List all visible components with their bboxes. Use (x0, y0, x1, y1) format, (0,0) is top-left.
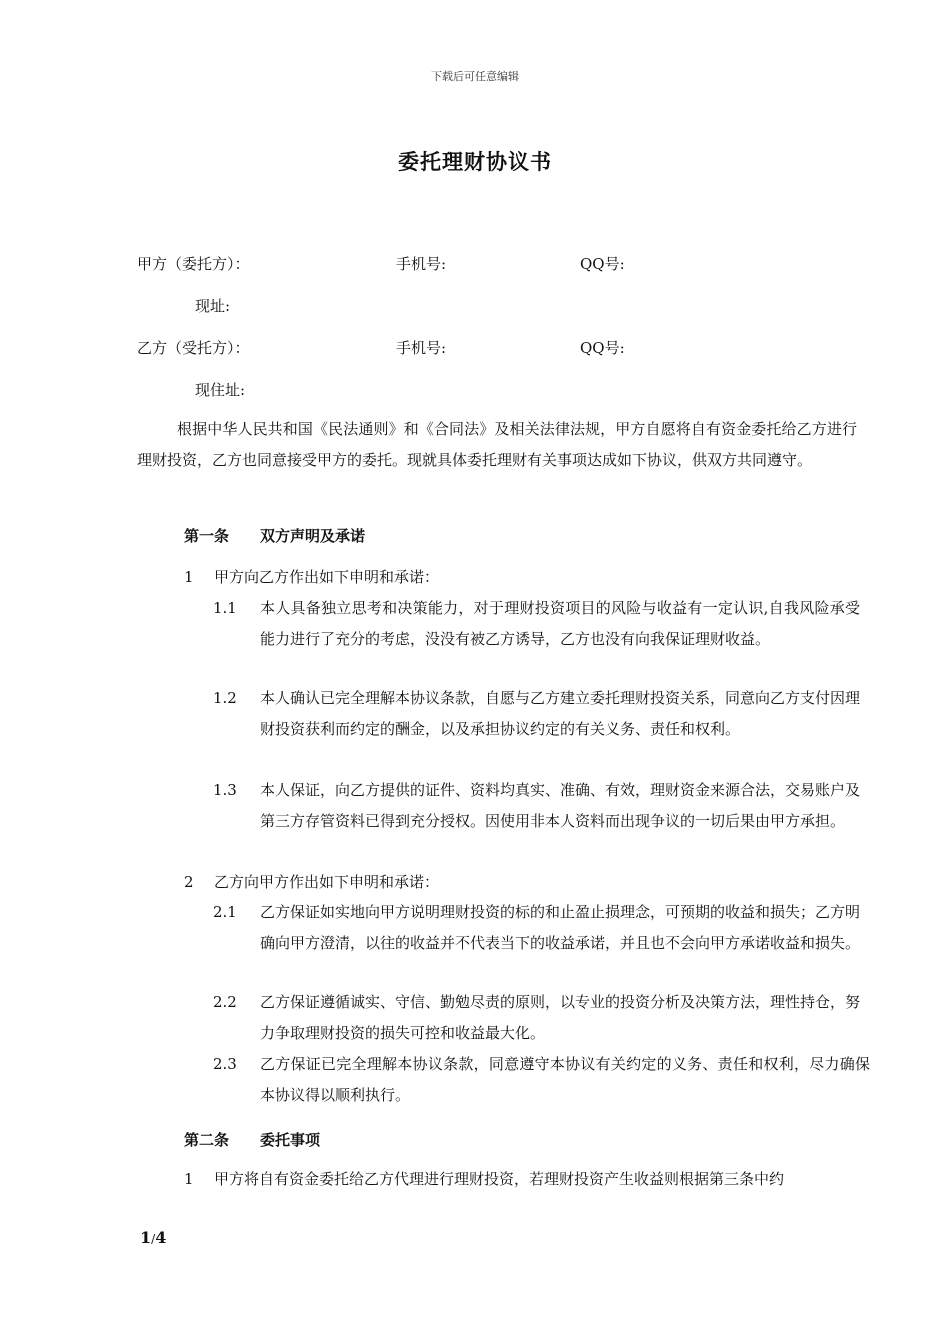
item-text: 本人确认已完全理解本协议条款，自愿与乙方建立委托理财投资关系，同意向乙方支付因理财投资获利而约定的酬金，以及承担协议约定的有关义务、责任和权利。 (260, 689, 861, 738)
party-b-address-label: 现住址: (195, 381, 246, 399)
list-item (213, 593, 863, 686)
item-text: 乙方保证已完全理解本协议条款，同意遵守本协议有关约定的义务、责任和权利，尽力确保本协议得以顺利执行。 (260, 1055, 870, 1104)
item-text: 本人具备独立思考和决策能力，对于理财投资项目的风险与收益有一定认识,自我风险承受能力进行了充分的考虑，没没有被乙方诱导，乙方也没有向我保证理财收益。 (260, 599, 860, 648)
item-number: 2.3 (213, 1055, 237, 1073)
list-item (213, 683, 863, 776)
item-text: 甲方向乙方作出如下申明和承诺： (214, 568, 440, 586)
page-separator: / (151, 1232, 156, 1246)
list-item (213, 987, 863, 1049)
party-b-phone-label: 手机号: (396, 339, 447, 357)
article-2-number: 第二条 (184, 1131, 230, 1149)
item-number: 2.1 (213, 903, 237, 921)
list-item (184, 1164, 864, 1195)
party-a-address-label: 现址: (195, 297, 231, 315)
article-1-number: 第一条 (184, 527, 230, 545)
item-number: 1 (184, 568, 194, 586)
party-b-qq-label: QQ号: (580, 339, 625, 357)
article-2-heading (184, 1129, 320, 1150)
article-1-heading (184, 525, 365, 546)
party-a-label: 甲方（委托方）： (137, 255, 250, 273)
intro-paragraph: 根据中华人民共和国《民法通则》和《合同法》及相关法律法规，甲方自愿将自有资金委托给乙方进行理财投资，乙方也同意接受甲方的委托。现就具体委托理财有关事项达成如下协议，供双方共同遵守。 (137, 420, 857, 469)
list-item (213, 775, 863, 868)
item-number: 1.3 (213, 781, 237, 799)
item-text: 乙方向甲方作出如下申明和承诺： (214, 873, 440, 891)
page-number (140, 1228, 166, 1247)
item-number: 2.2 (213, 993, 237, 1011)
item-number: 1 (184, 1170, 194, 1188)
total-pages: 4 (155, 1228, 167, 1247)
item-text: 乙方保证如实地向甲方说明理财投资的标的和止盈止损理念，可预期的收益和损失；乙方明确向甲方澄清，以往的收益并不代表当下的收益承诺，并且也不会向甲方承诺收益和损失。 (260, 903, 861, 952)
item-number: 1.2 (213, 689, 237, 707)
list-item (184, 562, 864, 593)
item-text: 乙方保证遵循诚实、守信、勤勉尽责的原则，以专业的投资分析及决策方法，理性持仓，努力争取理财投资的损失可控和收益最大化。 (260, 993, 861, 1042)
list-item (213, 897, 863, 990)
article-2-title: 委托事项 (260, 1131, 321, 1149)
item-text: 本人保证，向乙方提供的证件、资料均真实、准确、有效，理财资金来源合法，交易账户及第三方存管资料已得到充分授权。因使用非本人资料而出现争议的一切后果由甲方承担。 (260, 781, 861, 830)
document-title: 委托理财协议书 (398, 150, 552, 174)
item-number: 1.1 (213, 599, 237, 617)
current-page: 1 (140, 1228, 152, 1247)
item-number: 2 (184, 873, 194, 891)
party-a-phone-label: 手机号: (396, 255, 447, 273)
header-note: 下载后可任意编辑 (431, 70, 519, 83)
list-item (213, 1049, 873, 1111)
item-text: 甲方将自有资金委托给乙方代理进行理财投资，若理财投资产生收益则根据第三条中约 (214, 1170, 785, 1188)
article-1-title: 双方声明及承诺 (260, 527, 366, 545)
party-a-qq-label: QQ号: (580, 255, 625, 273)
list-item (184, 867, 864, 898)
party-b-label: 乙方（受托方）： (137, 339, 250, 357)
